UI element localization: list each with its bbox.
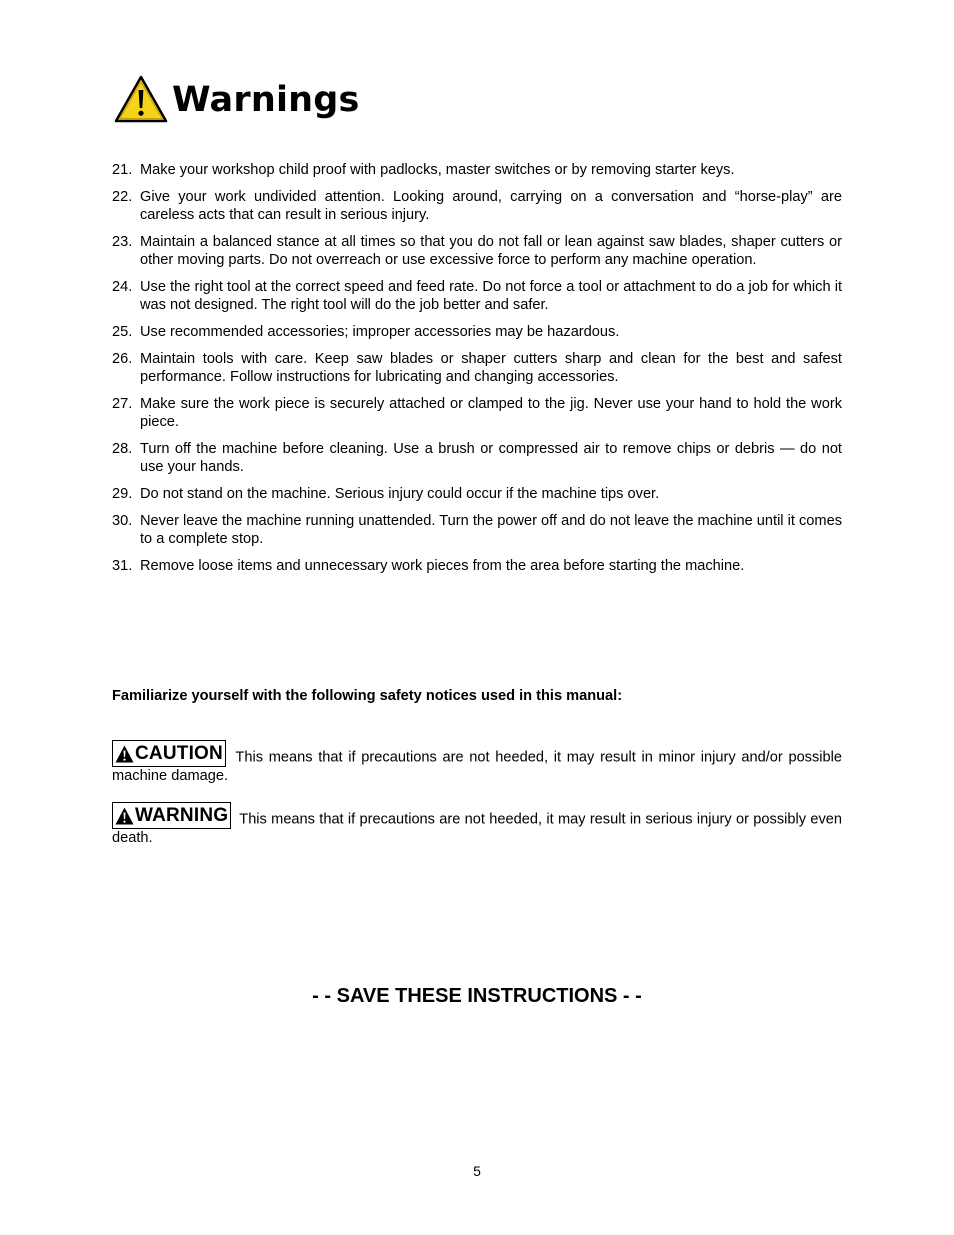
warning-triangle-icon [114, 75, 168, 123]
list-item-number: 23. [112, 234, 133, 250]
list-item-text: Use the right tool at the correct speed and feed rate. Do not force a tool or attachment to do a job for which it was not designed. The right tool will do the job better and safer. [140, 279, 842, 313]
list-item-number: 31. [112, 558, 133, 574]
list-item-text: Remove loose items and unnecessary work pieces from the area before starting the machine. [140, 558, 745, 574]
list-item [112, 350, 842, 386]
safety-notices-intro: Familiarize yourself with the following safety notices used in this manual: [112, 688, 623, 704]
list-item-text: Never leave the machine running unattended. Turn the power off and do not leave the machine until it comes to a complete stop. [140, 513, 842, 547]
caution-notice [112, 740, 842, 785]
list-item-text: Make your workshop child proof with padlocks, master switches or by removing starter keys. [140, 162, 735, 178]
list-item-text: Maintain a balanced stance at all times so that you do not fall or lean against saw blades, shaper cutters or other moving parts. Do not overreach or use excessive force to perform any machine operation. [140, 234, 842, 268]
warning-badge [112, 802, 231, 829]
alert-triangle-icon [115, 745, 134, 763]
list-item-text: Maintain tools with care. Keep saw blades or shaper cutters sharp and clean for the best and safest performance. Follow instructions for lubricating and changing accessories. [140, 351, 842, 385]
list-item [112, 233, 842, 269]
page-title: Warnings [172, 79, 360, 120]
warnings-list [112, 161, 842, 584]
page-number: 5 [473, 1163, 481, 1179]
list-item-number: 22. [112, 189, 133, 205]
list-item [112, 557, 842, 575]
list-item-text: Make sure the work piece is securely attached or clamped to the jig. Never use your hand to hold the work piece. [140, 396, 842, 430]
list-item-number: 27. [112, 396, 133, 412]
warning-notice [112, 802, 842, 847]
list-item-number: 25. [112, 324, 133, 340]
list-item-number: 29. [112, 486, 133, 502]
warning-text: This means that if precautions are not heeded, it may result in serious injury or possibly even death. [112, 811, 842, 846]
list-item-text: Turn off the machine before cleaning. Use a brush or compressed air to remove chips or debris — do not use your hands. [140, 441, 842, 475]
list-item [112, 440, 842, 476]
list-item-number: 21. [112, 162, 133, 178]
caution-text: This means that if precautions are not heeded, it may result in minor injury and/or possible machine damage. [112, 749, 842, 784]
save-instructions-heading: - - SAVE THESE INSTRUCTIONS - - [312, 985, 642, 1007]
list-item [112, 188, 842, 224]
alert-triangle-icon [115, 807, 134, 825]
list-item-number: 30. [112, 513, 133, 529]
list-item [112, 278, 842, 314]
list-item [112, 395, 842, 431]
warning-label: WARNING [135, 805, 229, 826]
list-item-text: Do not stand on the machine. Serious injury could occur if the machine tips over. [140, 486, 660, 502]
list-item [112, 512, 842, 548]
list-item-number: 28. [112, 441, 133, 457]
list-item-number: 24. [112, 279, 133, 295]
list-item-text: Give your work undivided attention. Looking around, carrying on a conversation and “horse-play” are careless acts that can result in serious injury. [140, 189, 842, 223]
list-item-number: 26. [112, 351, 133, 367]
list-item [112, 161, 842, 179]
page-header [114, 74, 360, 124]
caution-label: CAUTION [135, 743, 223, 764]
caution-badge [112, 740, 226, 767]
list-item [112, 485, 842, 503]
list-item-text: Use recommended accessories; improper accessories may be hazardous. [140, 324, 620, 340]
list-item [112, 323, 842, 341]
